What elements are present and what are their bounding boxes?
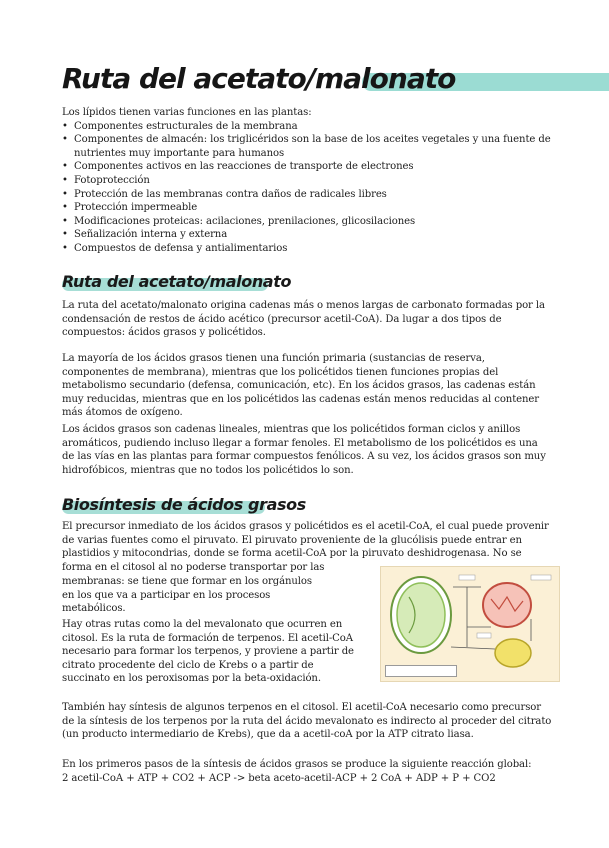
- section-heading: Biosíntesis de ácidos grasos: [62, 495, 306, 514]
- section2-paragraph: También hay síntesis de algunos terpenos en el citosol. El acetil-CoA necesario como precursor de la síntesis de los terpenos por la ruta del ácido mevalonato es indirecto al proceder del citrato (un producto intermediario de Krebs), que da a acetil-coA por la ATP citrato liasa.: [62, 702, 552, 741]
- title-block: [62, 62, 562, 100]
- bullet-item: • Fotoprotección: [62, 174, 552, 188]
- bullet-item: • Protección impermeable: [62, 201, 552, 215]
- section1-heading-block: [62, 272, 291, 294]
- diagram-label-box: [477, 633, 491, 638]
- mitochondrion-shape: [483, 583, 531, 627]
- cell-diagram-svg: [381, 567, 559, 681]
- bullet-item: • Compuestos de defensa y antialimentarios: [62, 242, 552, 256]
- diagram-label-box: [459, 575, 475, 580]
- bullet-item: • Protección de las membranas contra daños de radicales libres: [62, 188, 552, 202]
- diagram-label-box: [531, 575, 551, 580]
- page-title: Ruta del acetato/malonato: [62, 62, 456, 95]
- bullet-item: • Componentes estructurales de la membrana: [62, 120, 552, 134]
- intro-bullet-list: [62, 120, 552, 256]
- bullet-item: • Modificaciones proteicas: acilaciones, prenilaciones, glicosilaciones: [62, 215, 552, 229]
- section2-heading-block: [62, 495, 306, 517]
- section1-paragraph: La ruta del acetato/malonato origina cadenas más o menos largas de carbonato formadas por la condensación de restos de ácido acético (precursor acetil-CoA). Da lugar a dos tipos de compuestos: ácidos grasos y policétidos.: [62, 300, 545, 339]
- section2-paragraph: El precursor inmediato de los ácidos grasos y policétidos es el acetil-CoA, el cual puede provenir de varias fuentes como el piruvato. El piruvato proveniente de la glucólisis puede entrar en plastidios y mitocondrias, donde se forma acetil-CoA por la piruvato deshidrogenasa. No se forma en el citosol al no poderse transportar por las: [62, 521, 549, 573]
- section1-paragraph: Los ácidos grasos son cadenas lineales, mientras que los policétidos forman ciclos y anillos aromáticos, pudiendo incluso llegar a formar fenoles. El metabolismo de los policétidos es una de las vías en las plantas para formar compuestos fenólicos. A su vez, los ácidos grasos son muy hidrofóbicos, mientras que no todos los policétidos lo son.: [62, 424, 546, 476]
- bullet-item: • Componentes activos en las reacciones de transporte de electrones: [62, 160, 552, 174]
- pathway-arrow: [451, 647, 495, 649]
- reaction-equation: 2 acetil-CoA + ATP + CO2 + ACP -> beta aceto-acetil-ACP + 2 CoA + ADP + P + CO2: [62, 773, 496, 784]
- section1-paragraph: La mayoría de los ácidos grasos tienen una función primaria (sustancias de reserva, componentes de membrana), mientras que los policétidos tienen funciones propias del metabolismo secundario (defensa, comunicación, etc). En los ácidos grasos, las cadenas están muy reducidas, mientras que en los policétidos las cadenas están menos reducidas al contener más átomos de oxígeno.: [62, 353, 540, 419]
- bullet-item: • Señalización interna y externa: [62, 228, 552, 242]
- section2-paragraph: En los primeros pasos de la síntesis de ácidos grasos se produce la siguiente reacción global:: [62, 759, 532, 770]
- bullet-item: • Componentes de almacén: los triglicéridos son la base de los aceites vegetales y una fuente de nutrientes muy importante para humanos: [62, 133, 552, 160]
- plastid-inner-shape: [397, 583, 445, 647]
- peroxisome-shape: [495, 639, 531, 667]
- intro-lead: Los lípidos tienen varias funciones en las plantas:: [62, 107, 312, 118]
- section2-paragraph: membranas: se tiene que formar en los orgánulos en los que va a participar en los procesos metabólicos.: [62, 576, 312, 615]
- metabolism-diagram: [380, 566, 560, 682]
- figure-caption-box: [385, 665, 457, 677]
- section2-paragraph: Hay otras rutas como la del mevalonato que ocurren en citosol. Es la ruta de formación de terpenos. El acetil-CoA necesario para formar los terpenos, y proviene a partir de citrato procedente del ciclo de Krebs o a partir de succinato en los peroxisomas por la beta-oxidación.: [62, 619, 354, 685]
- intro-block: [62, 106, 552, 256]
- section-heading: Ruta del acetato/malonato: [62, 272, 292, 291]
